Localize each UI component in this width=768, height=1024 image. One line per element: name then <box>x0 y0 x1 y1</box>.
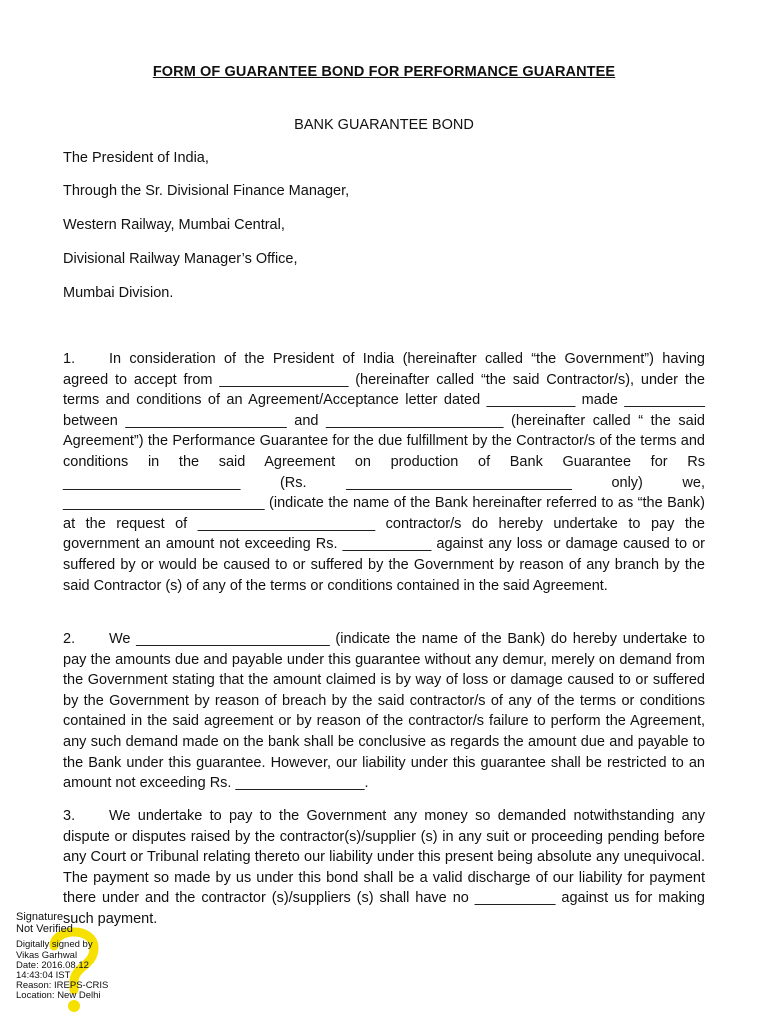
paragraph-1 <box>63 349 705 596</box>
address-line-2: Through the Sr. Divisional Finance Manager, <box>63 183 350 199</box>
digital-signature-block[interactable] <box>14 910 124 1022</box>
paragraph-2-text: We ________________________ (indicate the name of the Bank) do hereby undertake to pay the amounts due and payable under this guarantee without any demur, merely on demand from the Government stating that the amount claimed is by way of loss or damage caused to or suffered by the Government by reason of breach by the said contractor/s of any of the terms or conditions contained in the said agreement or by reason of the contractor/s failure to perform the Agreement, any such demand made on the bank shall be conclusive as regards the amount due and payable to the Bank under this guarantee. However, our liability under this guarantee shall be restricted to an amount not exceeding Rs. ________________. <box>63 631 705 792</box>
signature-date: Date: 2016.08.12 <box>16 960 89 971</box>
address-line-3: Western Railway, Mumbai Central, <box>63 217 285 233</box>
document-title: FORM OF GUARANTEE BOND FOR PERFORMANCE GUARANTEE <box>152 64 616 80</box>
signature-time: 14:43:04 IST <box>16 970 71 981</box>
paragraph-3-number: 3. <box>63 808 76 824</box>
signature-status: Signature Not Verified <box>16 911 73 935</box>
signature-reason: Reason: IREPS-CRIS <box>16 980 109 991</box>
signature-location: Location: New Delhi <box>16 990 101 1001</box>
signature-name: Vikas Garhwal <box>16 950 78 961</box>
paragraph-3-text: We undertake to pay to the Government any money so demanded notwithstanding any dispute or disputes raised by the contractor(s)/supplier (s) in any suit or proceeding pending before any Court or Tribunal relating thereto our liability under this present being absolute any unequivocal. The payment so made by us under this bond shall be a valid discharge of our liability for payment there under and the contractor (s)/suppliers (s) shall have no __________ against us for making such payment. <box>63 808 705 927</box>
signature-signed-by: Digitally signed by <box>16 939 93 950</box>
address-line-5: Mumbai Division. <box>63 285 174 301</box>
paragraph-2 <box>63 629 705 794</box>
address-line-4: Divisional Railway Manager’s Office, <box>63 251 298 267</box>
document-subtitle: BANK GUARANTEE BOND <box>294 117 474 133</box>
paragraph-2-number: 2. <box>63 631 76 647</box>
address-line-1: The President of India, <box>63 150 209 166</box>
paragraph-1-number: 1. <box>63 351 76 367</box>
paragraph-3 <box>63 806 705 930</box>
paragraph-1-text: In consideration of the President of India (hereinafter called “the Government”) having agreed to accept from ________________ (hereinafter called “the said Contractor/s), under the terms and conditions of an Agreement/Acceptance letter dated ___________ made __________ between ____________________ and ______________________ (hereinafter called “ the said Agreement”) the Performance Guarantee for the due fulfillment by the Contractor/s of the terms and conditions in the said Agreement on production of Bank Guarantee for Rs ______________________ (Rs. ____________________________ only) we, _________________________ (indicate the name of the Bank hereinafter referred to as “the Bank) at the request of ______________________ contractor/s do hereby undertake to pay the government an amount not exceeding Rs. ___________ against any loss or damage caused to or suffered by or would be caused to or suffered by the Government by reason of any branch by the said Contractor (s) of any of the terms or conditions contained in the said Agreement. <box>63 351 705 594</box>
